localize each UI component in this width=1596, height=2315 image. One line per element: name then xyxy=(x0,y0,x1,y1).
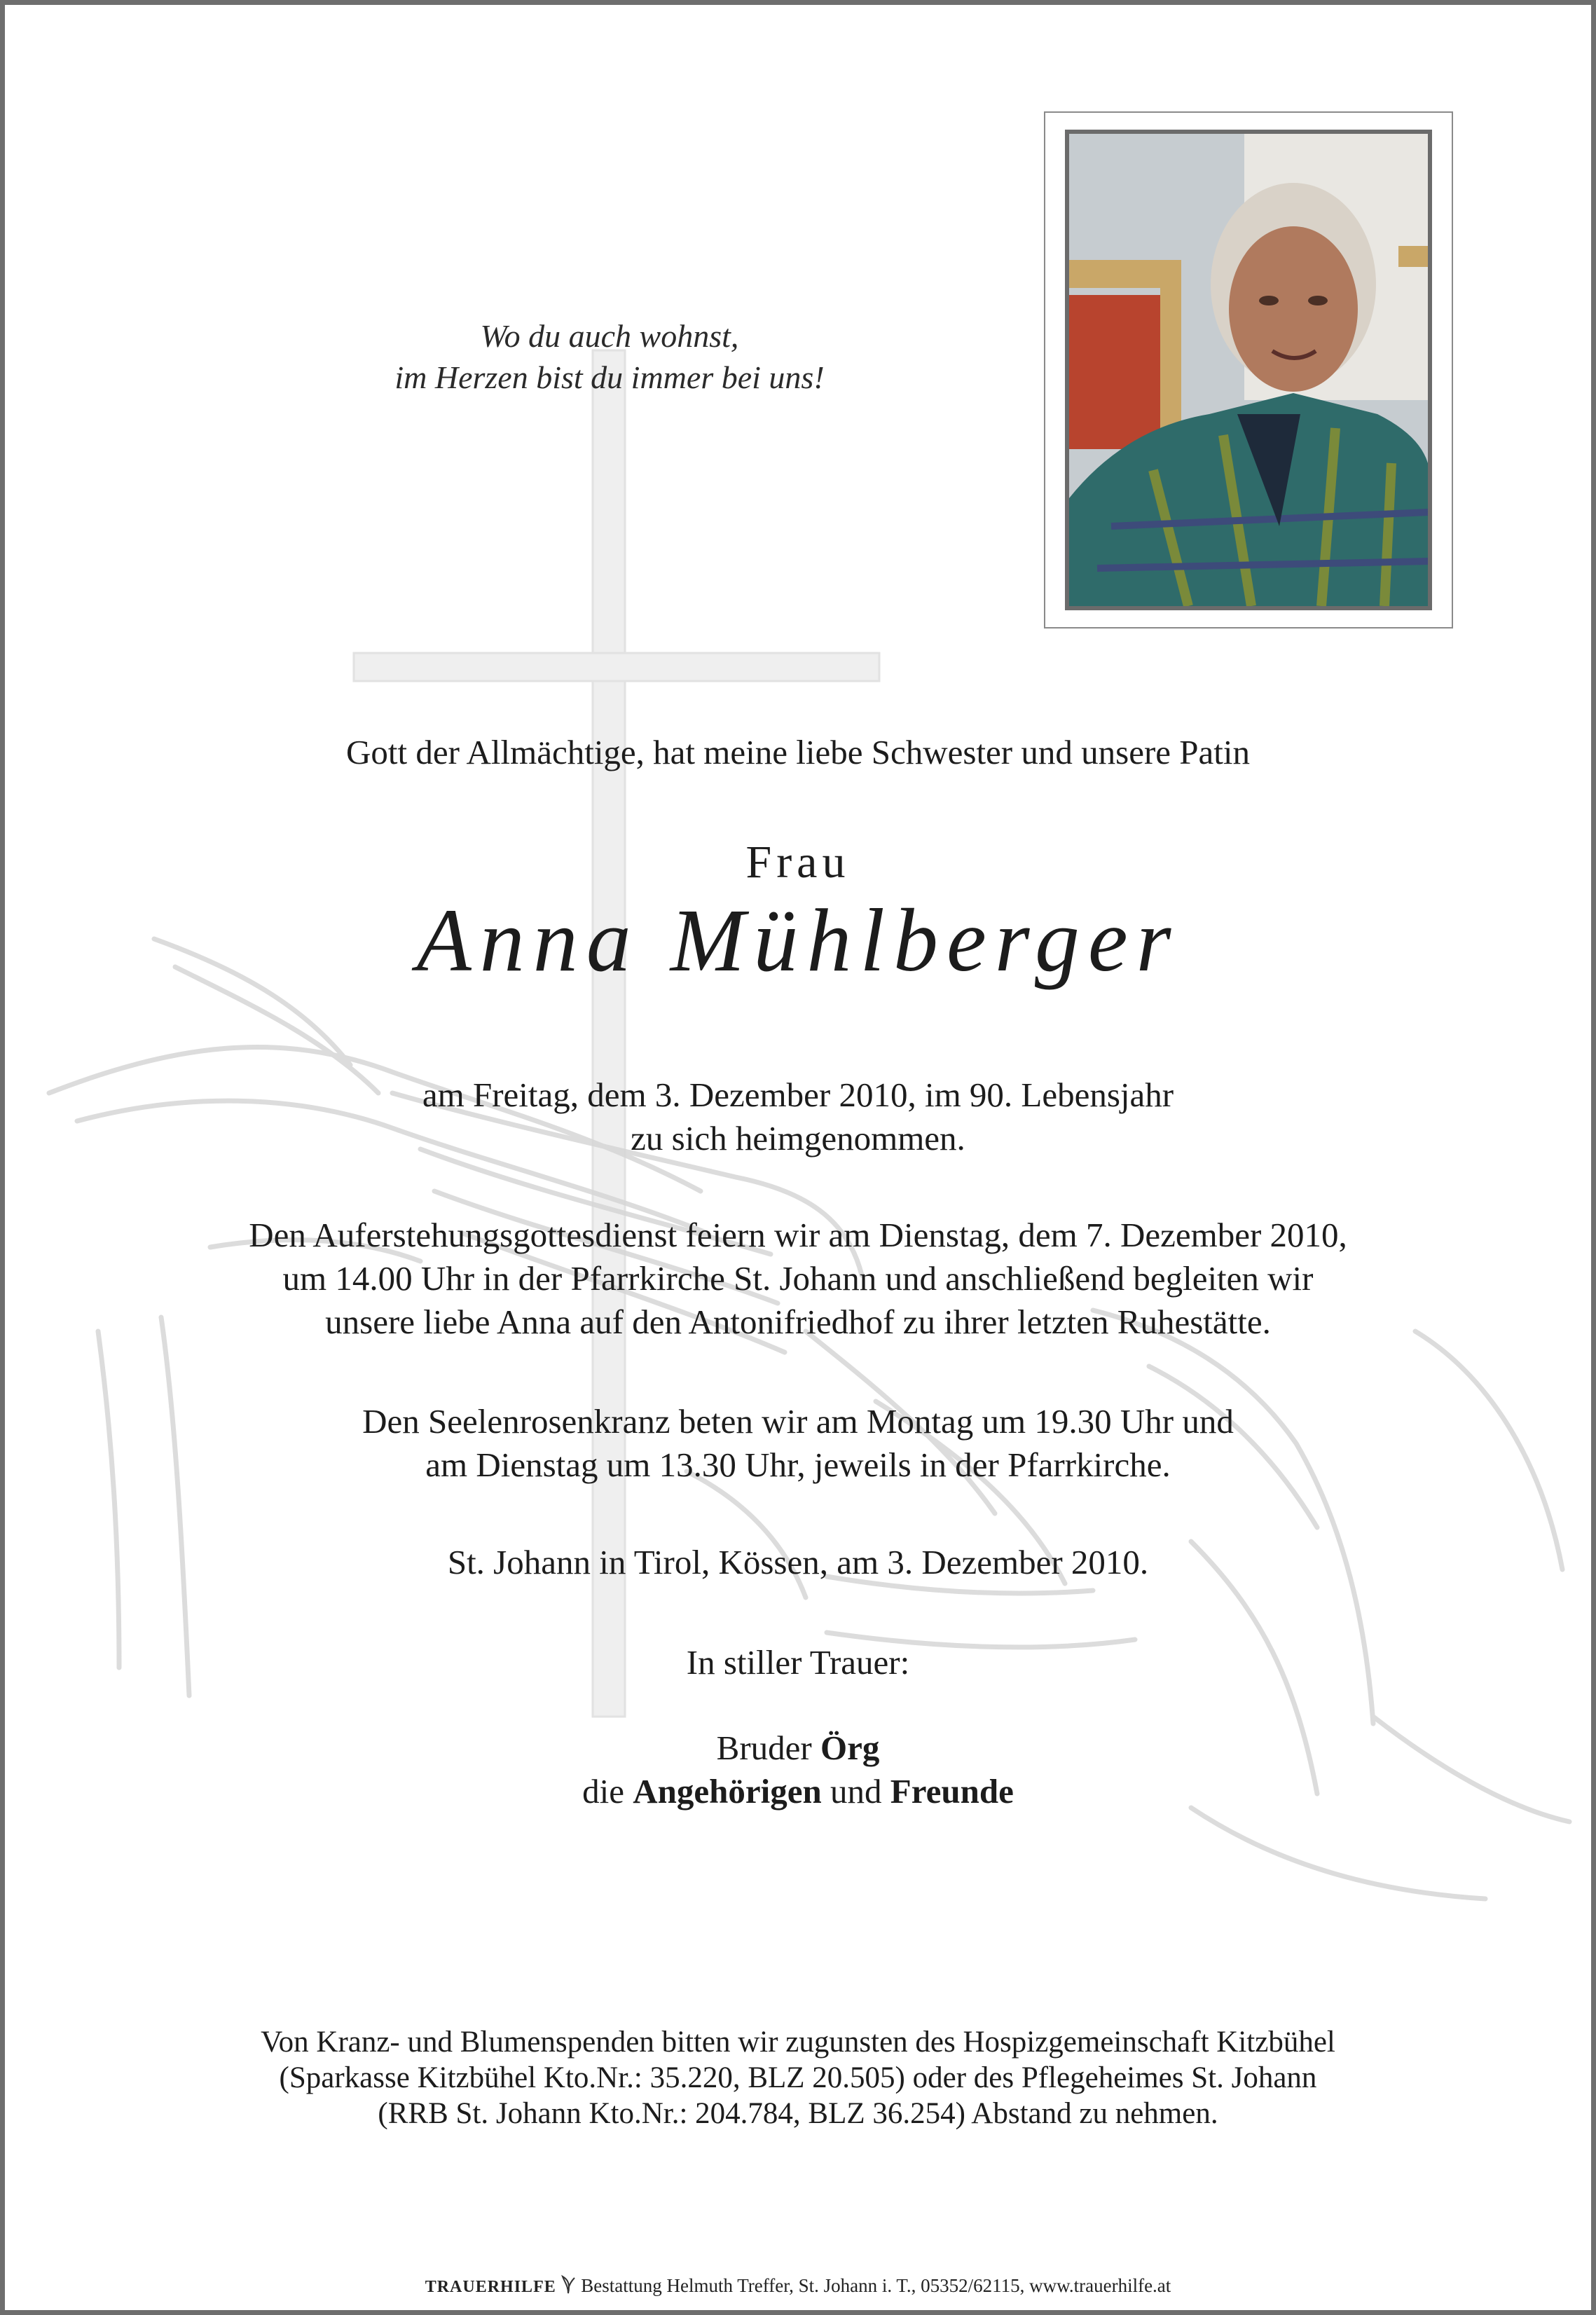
portrait-photo xyxy=(1065,130,1432,610)
place-date: St. Johann in Tirol, Kössen, am 3. Dezember 2010. xyxy=(447,1543,1149,1581)
death-notice xyxy=(0,1073,1596,1160)
photo-frame xyxy=(1044,111,1453,628)
mourner-line-1 xyxy=(0,1726,1596,1770)
motto xyxy=(329,315,890,398)
leaf-icon xyxy=(560,2275,581,2296)
title-frau: Frau xyxy=(745,837,851,888)
footer xyxy=(0,2274,1596,2299)
donation-line-3: (RRB St. Johann Kto.Nr.: 204.784, BLZ 36.254) Abstand zu nehmen. xyxy=(378,2097,1218,2130)
donation-line-2: (Sparkasse Kitzbühel Kto.Nr.: 35.220, BLZ 20.505) oder des Pflegeheimes St. Johann xyxy=(279,2061,1317,2094)
deceased-name: Anna Mühlberger xyxy=(416,891,1180,990)
service-notice xyxy=(0,1214,1596,1344)
service-line-3: unsere liebe Anna auf den Antonifriedhof zu ihrer letzten Ruhestätte. xyxy=(325,1303,1271,1341)
motto-line-1: Wo du auch wohnst, xyxy=(480,318,739,354)
rosary-notice xyxy=(0,1400,1596,1487)
mourner-group-relatives: Angehörigen xyxy=(633,1772,822,1811)
rosary-line-2: am Dienstag um 13.30 Uhr, jeweils in der Pfarrkirche. xyxy=(425,1445,1171,1484)
footer-brand: TRAUERHILFE xyxy=(425,2278,556,2296)
service-line-1: Den Auferstehungsgottesdienst feiern wir am Dienstag, dem 7. Dezember 2010, xyxy=(249,1216,1347,1254)
mourner-prefix: die xyxy=(582,1772,625,1811)
death-line-2: zu sich heimgenommen. xyxy=(631,1119,965,1158)
mourners-heading: In stiller Trauer: xyxy=(686,1643,910,1682)
mourner-group-friends: Freunde xyxy=(890,1772,1014,1811)
donation-line-1: Von Kranz- und Blumenspenden bitten wir zugunsten des Hospizgemeinschaft Kitzbühel xyxy=(261,2026,1335,2059)
rosary-line-1: Den Seelenrosenkranz beten wir am Montag um 19.30 Uhr und xyxy=(362,1402,1234,1441)
mourner-name: Örg xyxy=(820,1729,880,1767)
motto-line-2: im Herzen bist du immer bei uns! xyxy=(394,359,825,395)
mourner-line-2 xyxy=(0,1770,1596,1813)
mourners-list xyxy=(0,1726,1596,1813)
donation-notice xyxy=(0,2024,1596,2131)
service-line-2: um 14.00 Uhr in der Pfarrkirche St. Johann und anschließend begleiten wir xyxy=(282,1259,1314,1298)
footer-text: Bestattung Helmuth Treffer, St. Johann i. T., 05352/62115, www.trauerhilfe.at xyxy=(581,2275,1171,2296)
death-line-1: am Freitag, dem 3. Dezember 2010, im 90. Lebensjahr xyxy=(422,1076,1174,1114)
mourner-relation: Bruder xyxy=(716,1729,812,1767)
mourner-join: und xyxy=(830,1772,882,1811)
intro-text: Gott der Allmächtige, hat meine liebe Schwester und unsere Patin xyxy=(346,733,1250,771)
portrait-photo-image xyxy=(1069,134,1428,606)
